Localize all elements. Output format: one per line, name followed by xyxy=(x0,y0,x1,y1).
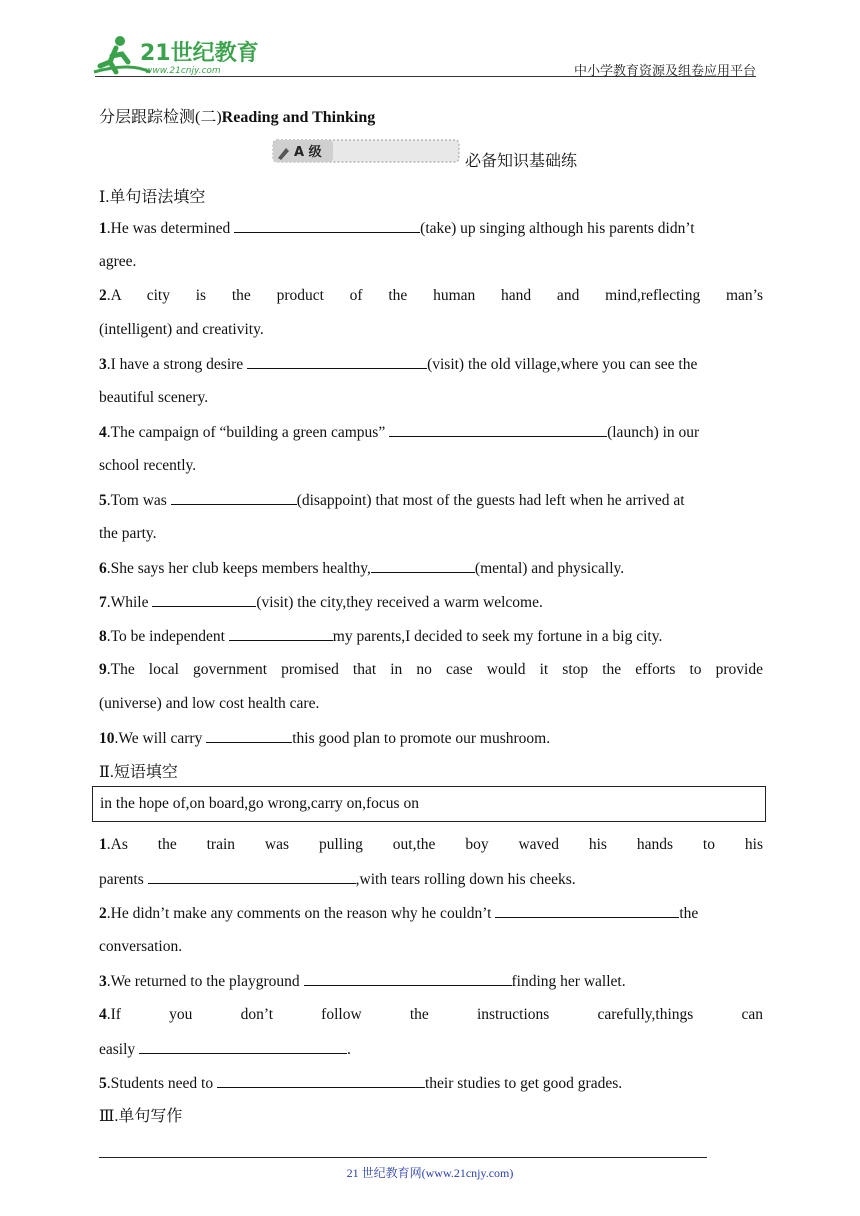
s1-item-1-line2: agree. xyxy=(99,253,137,270)
page-title xyxy=(99,104,375,127)
answer-blank[interactable] xyxy=(229,626,333,641)
s1-item-9-line1: 9.The local government promised that in no case would it stop the efforts to provide xyxy=(99,661,763,678)
phrase-bank-text: in the hope of,on board,go wrong,carry on,focus on xyxy=(100,795,419,812)
level-badge xyxy=(272,138,460,164)
title-prefix: 分层跟踪检测(二) xyxy=(99,109,222,126)
s1-item-1-line1: 1.He was determined (take) up singing although his parents didn’t xyxy=(99,220,695,237)
s2-item-2-line2: conversation. xyxy=(99,938,183,955)
answer-blank[interactable] xyxy=(304,971,512,986)
page-header xyxy=(0,0,860,80)
s1-item-4-line1: 4.The campaign of “building a green campus” (launch) in our xyxy=(99,424,700,441)
s2-item-4-line1: 4.If you don’t follow the instructions carefully,things can xyxy=(99,1006,763,1023)
section-heading-1: Ⅰ.单句语法填空 xyxy=(99,189,206,206)
s1-item-3-line1: 3.I have a strong desire (visit) the old village,where you can see the xyxy=(99,356,698,373)
answer-blank[interactable] xyxy=(171,490,297,505)
answer-blank[interactable] xyxy=(389,422,607,437)
title-bold: Reading and Thinking xyxy=(221,109,376,126)
answer-blank[interactable] xyxy=(495,903,679,918)
s1-item-10: 10.We will carry this good plan to promote our mushroom. xyxy=(99,730,551,747)
s2-item-5: 5.Students need to their studies to get good grades. xyxy=(99,1075,623,1092)
answer-blank[interactable] xyxy=(139,1039,347,1054)
s1-item-3-line2: beautiful scenery. xyxy=(99,389,209,406)
svg-text:21世纪教育: 21世纪教育 xyxy=(140,41,259,66)
answer-blank[interactable] xyxy=(148,869,356,884)
s2-item-4-line2: easily . xyxy=(99,1041,351,1058)
phrase-bank-box xyxy=(92,786,766,822)
site-logo xyxy=(90,32,260,78)
answer-blank[interactable] xyxy=(217,1073,425,1088)
answer-blank[interactable] xyxy=(247,354,427,369)
s1-item-6: 6.She says her club keeps members healthy, (mental) and physically. xyxy=(99,560,625,577)
footer-text: 21 世纪教育网(www.21cnjy.com) xyxy=(346,1166,514,1180)
answer-blank[interactable] xyxy=(206,728,292,743)
s2-item-1-line1: 1.As the train was pulling out,the boy waved his hands to his xyxy=(99,836,763,853)
header-divider xyxy=(95,76,756,77)
s1-item-7: 7.While (visit) the city,they received a warm welcome. xyxy=(99,594,543,611)
s1-item-5-line2: the party. xyxy=(99,525,157,542)
s1-item-4-line2: school recently. xyxy=(99,457,197,474)
s1-item-2-line2: (intelligent) and creativity. xyxy=(99,321,264,338)
s2-item-3: 3.We returned to the playground finding her wallet. xyxy=(99,973,626,990)
section-heading-3: Ⅲ.单句写作 xyxy=(99,1108,183,1125)
answer-blank[interactable] xyxy=(152,592,256,607)
svg-text:A 级: A 级 xyxy=(294,145,322,160)
level-label: 必备知识基础练 xyxy=(465,153,578,170)
s1-item-9-line2: (universe) and low cost health care. xyxy=(99,695,320,712)
section-heading-2: Ⅱ.短语填空 xyxy=(99,764,178,781)
svg-text:www.21cnjy.com: www.21cnjy.com xyxy=(145,66,221,76)
answer-blank[interactable] xyxy=(371,558,475,573)
s2-item-1-line2: parents ,with tears rolling down his cheeks. xyxy=(99,871,576,888)
s1-item-2-line1: 2.A city is the product of the human hand and mind,reflecting man’s xyxy=(99,287,763,304)
s1-item-8: 8.To be independent my parents,I decided to seek my fortune in a big city. xyxy=(99,628,663,645)
footer-divider xyxy=(99,1157,707,1158)
s1-item-5-line1: 5.Tom was (disappoint) that most of the guests had left when he arrived at xyxy=(99,492,685,509)
header-platform-text: 中小学教育资源及组卷应用平台 xyxy=(573,64,756,79)
answer-blank[interactable] xyxy=(234,218,420,233)
s2-item-2-line1: 2.He didn’t make any comments on the reason why he couldn’t the xyxy=(99,905,699,922)
